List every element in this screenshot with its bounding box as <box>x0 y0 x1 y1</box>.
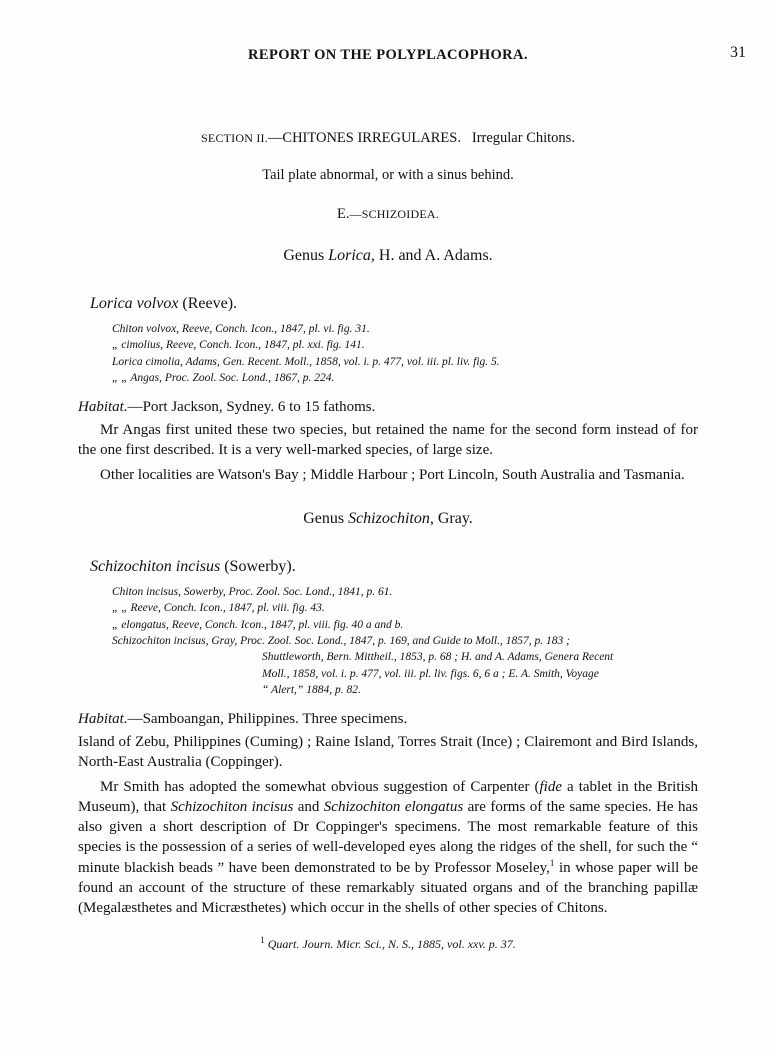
synonymy-text: Chiton volvox, Reeve, Conch. Icon., 1847, pl. vi. fig. 31. <box>112 323 370 335</box>
synonymy-line <box>112 633 698 649</box>
page-content <box>78 0 698 952</box>
discussion-italic-1: Schizochiton incisus <box>170 799 294 816</box>
genus-name: Schizochiton <box>348 510 430 528</box>
genus-word: Genus <box>303 510 349 528</box>
species-author: (Sowerby). <box>220 558 296 576</box>
genus-word: Genus <box>283 247 329 264</box>
species-name: Lorica volvox <box>90 295 179 312</box>
footnote <box>78 935 698 952</box>
locality-line: Island of Zebu, Philippines (Cuming) ; Raine Island, Torres Strait (Ince) ; Clairemont and Bird Islands, North-East Australia (Coppinger). <box>78 734 698 771</box>
synonymy-text: Shuttleworth, Bern. Mittheil., 1853, p. 68 ; H. and A. Adams, Genera Recent <box>262 651 614 664</box>
genus-heading-schizochiton <box>78 510 698 528</box>
footnote-marker: 1 <box>260 934 265 945</box>
synonymy-line <box>112 337 698 353</box>
synonymy-text: „ „ Reeve, Conch. Icon., 1847, pl. viii. fig. 43. <box>112 602 325 615</box>
synonymy-text: Schizochiton incisus, Gray, Proc. Zool. Soc. Lond., 1847, p. 169, and Guide to Moll., 1857, p. 183 ; <box>112 635 570 648</box>
habitat-schizochiton <box>78 711 698 728</box>
synonymy-line <box>112 354 698 370</box>
group-letter: E. <box>337 206 350 222</box>
synonymy-line <box>112 370 698 386</box>
species-heading-schizochiton-incisus <box>90 558 698 576</box>
species-heading-lorica-volvox <box>90 295 698 313</box>
running-head: REPORT ON THE POLYPLACOPHORA. <box>248 47 528 63</box>
synonymy-line <box>262 682 698 698</box>
habitat-text: —Samboangan, Philippines. Three specimens. <box>127 711 408 728</box>
section-heading-label: SECTION II. <box>201 131 268 145</box>
paragraph-discussion <box>78 778 698 919</box>
genus-name: Lorica <box>328 247 371 264</box>
synonymy-line <box>262 666 698 682</box>
genus-authority: , H. and A. Adams. <box>370 247 493 264</box>
page-number: 31 <box>730 44 746 61</box>
habitat-text: —Port Jackson, Sydney. 6 to 15 fathoms. <box>127 399 376 416</box>
section-heading-gloss: Irregular Chitons. <box>471 130 575 146</box>
section-subheading: Tail plate abnormal, or with a sinus behind. <box>262 167 514 183</box>
habitat-label: Habitat. <box>78 711 128 728</box>
footnote-text: Quart. Journ. Micr. Sci., N. S., 1885, vol. xxv. p. 37. <box>267 936 516 951</box>
synonymy-text: „ elongatus, Reeve, Conch. Icon., 1847, pl. viii. fig. 40 a and b. <box>112 618 404 631</box>
section-heading-main: —CHITONES IRREGULARES. <box>267 130 461 146</box>
genus-heading-lorica <box>78 247 698 265</box>
paragraph-lorica-2: Other localities are Watson's Bay ; Middle Harbour ; Port Lincoln, South Australia and Tasmania. <box>100 467 685 484</box>
synonymy-line <box>112 321 698 337</box>
discussion-text-1: Mr Smith has adopted the somewhat obvious suggestion of Carpenter ( <box>100 779 540 796</box>
habitat-lorica <box>78 399 698 416</box>
section-heading <box>78 130 698 147</box>
discussion-text-2: a tablet in the British Museum), that <box>78 779 699 816</box>
paragraph-lorica-1: Mr Angas first united these two species, but retained the name for the second form instead of for the one first described. It is a very well-marked species, of large size. <box>78 422 698 459</box>
synonymy-line <box>112 584 698 600</box>
synonymy-list-lorica <box>112 321 698 386</box>
synonymy-line <box>112 600 698 616</box>
synonymy-line <box>262 649 698 665</box>
synonymy-text: Chiton incisus, Sowerby, Proc. Zool. Soc. Lond., 1841, p. 61. <box>112 586 393 599</box>
synonymy-text: Lorica cimolia, Adams, Gen. Recent. Moll., 1858, vol. i. p. 477, vol. iii. pl. liv. fig. 5. <box>112 355 500 368</box>
synonymy-text: Moll., 1858, vol. i. p. 477, vol. iii. pl. liv. figs. 6, 6 a ; E. A. Smith, Voyage <box>262 667 599 680</box>
habitat-label: Habitat. <box>78 399 128 416</box>
synonymy-text: „ cimolius, Reeve, Conch. Icon., 1847, pl. xxi. fig. 141. <box>112 339 365 352</box>
discussion-italic-2: Schizochiton elongatus <box>323 799 464 816</box>
discussion-fide: fide <box>539 779 562 796</box>
group-heading <box>78 206 698 223</box>
group-name: —SCHIZOIDEA. <box>349 207 439 221</box>
discussion-text-3: and <box>293 799 324 816</box>
synonymy-text: “ Alert,” 1884, p. 82. <box>262 684 361 697</box>
discussion-text-4: are forms of the same species. He has also given a short description of Dr Coppinger's specimens. The most remarkable feature of this species is the possession of a series of well-developed eyes along the ridges of the shell, for such the “ minute blackish beads ” have been demonstrated to be by Professor Moseley, <box>78 799 698 877</box>
synonymy-list-schizochiton <box>112 584 698 698</box>
discussion-text-5: in whose paper will be found an account of the structure of these remarkably situated organs and of the branching papillæ (Megalæsthetes and Micræsthetes) which occur in the shells of other species of Chitons. <box>78 860 698 916</box>
synonymy-line <box>112 617 698 633</box>
genus-authority: , Gray. <box>429 510 473 528</box>
species-name: Schizochiton incisus <box>90 558 221 576</box>
synonymy-text: „ „ Angas, Proc. Zool. Soc. Lond., 1867, p. 224. <box>112 371 335 384</box>
species-author: (Reeve). <box>178 295 238 312</box>
footnote-reference-marker: 1 <box>549 858 555 869</box>
